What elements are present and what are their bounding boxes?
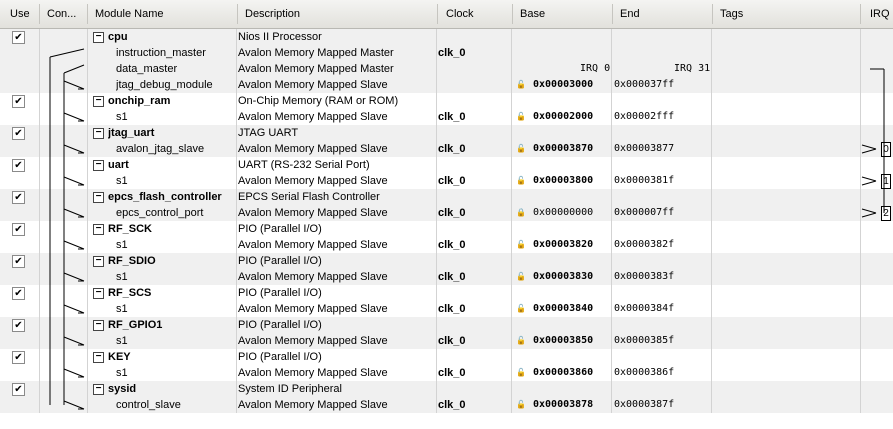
end-address: 0x00002fff [614, 111, 675, 122]
padlock-icon[interactable]: 🔓 [516, 304, 526, 313]
base-address[interactable]: 0x00003870 [533, 143, 594, 154]
port-name: avalon_jtag_slave [116, 143, 205, 155]
use-checkbox[interactable]: ✔ [12, 31, 25, 44]
header-clock[interactable]: Clock [446, 8, 474, 20]
collapse-minus-icon[interactable]: − [93, 384, 104, 395]
slave-connection [64, 337, 84, 345]
use-checkbox[interactable]: ✔ [12, 383, 25, 396]
base-address[interactable]: 0x00003878 [533, 399, 594, 410]
irq-number[interactable]: 2 [881, 206, 891, 221]
port-name: control_slave [116, 399, 181, 411]
collapse-minus-icon[interactable]: − [93, 192, 104, 203]
end-address: 0x0000383f [614, 271, 675, 282]
collapse-minus-icon[interactable]: − [93, 32, 104, 43]
use-checkbox[interactable]: ✔ [12, 319, 25, 332]
port-name: s1 [116, 111, 128, 123]
irq-number[interactable]: 1 [881, 174, 891, 189]
irq-connection [862, 213, 876, 217]
base-address[interactable]: 0x00003820 [533, 239, 594, 250]
description-text: Avalon Memory Mapped Slave [238, 399, 388, 411]
use-checkbox[interactable]: ✔ [12, 255, 25, 268]
use-checkbox[interactable]: ✔ [12, 95, 25, 108]
padlock-icon[interactable]: 🔓 [516, 176, 526, 185]
header-description[interactable]: Description [245, 8, 301, 20]
use-checkbox[interactable]: ✔ [12, 223, 25, 236]
padlock-icon[interactable]: 🔓 [516, 80, 526, 89]
end-address: 0x0000385f [614, 335, 675, 346]
description-text: Avalon Memory Mapped Slave [238, 335, 388, 347]
port-name: instruction_master [116, 47, 206, 59]
collapse-minus-icon[interactable]: − [93, 96, 104, 107]
header-tags[interactable]: Tags [720, 8, 744, 20]
base-address[interactable]: 0x00003860 [533, 367, 594, 378]
description-text: Avalon Memory Mapped Slave [238, 271, 388, 283]
padlock-icon[interactable]: 🔓 [516, 112, 526, 121]
end-address: 0x000007ff [614, 207, 675, 218]
clock-value[interactable]: clk_0 [438, 175, 466, 187]
padlock-icon[interactable]: 🔒 [516, 208, 526, 217]
port-name: jtag_debug_module [116, 79, 213, 91]
collapse-minus-icon[interactable]: − [93, 320, 104, 331]
irq-connection [862, 177, 876, 181]
port-name: s1 [116, 335, 128, 347]
description-text: PIO (Parallel I/O) [238, 287, 322, 299]
end-address: 0x0000381f [614, 175, 675, 186]
port-name: s1 [116, 303, 128, 315]
clock-value[interactable]: clk_0 [438, 271, 466, 283]
end-address: 0x0000386f [614, 367, 675, 378]
collapse-minus-icon[interactable]: − [93, 160, 104, 171]
irq-connection [862, 181, 876, 185]
module-name: RF_SCS [108, 287, 152, 299]
slave-connection [64, 177, 84, 185]
header-base[interactable]: Base [520, 8, 546, 20]
base-address[interactable]: 0x00003850 [533, 335, 594, 346]
description-text: PIO (Parallel I/O) [238, 223, 322, 235]
port-name: s1 [116, 239, 128, 251]
module-name: RF_GPIO1 [108, 319, 163, 331]
slave-connection [64, 145, 84, 153]
end-address: 0x0000387f [614, 399, 675, 410]
padlock-icon[interactable]: 🔓 [516, 368, 526, 377]
base-address[interactable]: 0x00003800 [533, 175, 594, 186]
irq-end-label: IRQ 31 [674, 63, 711, 74]
slave-connection [64, 305, 84, 313]
port-name: s1 [116, 271, 128, 283]
module-name: sysid [108, 383, 137, 395]
base-address[interactable]: 0x00000000 [533, 207, 594, 218]
slave-connection [64, 241, 84, 249]
padlock-icon[interactable]: 🔓 [516, 272, 526, 281]
description-text: PIO (Parallel I/O) [238, 351, 322, 363]
port-name: data_master [116, 63, 178, 75]
header-irq[interactable]: IRQ [870, 8, 890, 20]
clock-value[interactable]: clk_0 [438, 399, 466, 411]
base-address[interactable]: 0x00003840 [533, 303, 594, 314]
slave-connection [64, 273, 84, 281]
clock-value[interactable]: clk_0 [438, 335, 466, 347]
use-checkbox[interactable]: ✔ [12, 287, 25, 300]
padlock-icon[interactable]: 🔓 [516, 144, 526, 153]
module-name: KEY [108, 351, 131, 363]
slave-connection [64, 81, 84, 89]
description-text: System ID Peripheral [238, 383, 342, 395]
clock-value[interactable]: clk_0 [438, 47, 466, 59]
slave-connection [64, 369, 84, 377]
description-text: Avalon Memory Mapped Slave [238, 79, 388, 91]
end-address: 0x00003877 [614, 143, 675, 154]
module-name: RF_SDIO [108, 255, 156, 267]
header-module-name[interactable]: Module Name [95, 8, 164, 20]
use-checkbox[interactable]: ✔ [12, 191, 25, 204]
description-text: PIO (Parallel I/O) [238, 255, 322, 267]
clock-value[interactable]: clk_0 [438, 111, 466, 123]
port-name: s1 [116, 367, 128, 379]
description-text: PIO (Parallel I/O) [238, 319, 322, 331]
clock-value[interactable]: clk_0 [438, 303, 466, 315]
slave-connection [64, 401, 84, 409]
clock-value[interactable]: clk_0 [438, 367, 466, 379]
use-checkbox[interactable]: ✔ [12, 159, 25, 172]
module-name: jtag_uart [108, 127, 155, 139]
irq-connection [862, 145, 876, 149]
padlock-icon[interactable]: 🔓 [516, 400, 526, 409]
padlock-icon[interactable]: 🔓 [516, 240, 526, 249]
end-address: 0x0000382f [614, 239, 675, 250]
description-text: Avalon Memory Mapped Slave [238, 303, 388, 315]
slave-connection [64, 209, 84, 217]
instruction-master-stub [50, 49, 84, 57]
description-text: Avalon Memory Mapped Slave [238, 175, 388, 187]
description-text: Avalon Memory Mapped Slave [238, 143, 388, 155]
description-text: Avalon Memory Mapped Slave [238, 111, 388, 123]
irq-start-label: IRQ 0 [580, 63, 611, 74]
collapse-minus-icon[interactable]: − [93, 352, 104, 363]
collapse-minus-icon[interactable]: − [93, 128, 104, 139]
collapse-minus-icon[interactable]: − [93, 224, 104, 235]
use-checkbox[interactable]: ✔ [12, 351, 25, 364]
base-address[interactable]: 0x00002000 [533, 111, 594, 122]
module-name: onchip_ram [108, 95, 171, 107]
module-name: RF_SCK [108, 223, 153, 235]
description-text: Avalon Memory Mapped Slave [238, 367, 388, 379]
module-name: epcs_flash_controller [108, 191, 222, 203]
base-address[interactable]: 0x00003000 [533, 79, 594, 90]
module-name: uart [108, 159, 129, 171]
port-name: epcs_control_port [116, 207, 204, 219]
irq-number[interactable]: 0 [881, 142, 891, 157]
end-address: 0x0000384f [614, 303, 675, 314]
description-text: Nios II Processor [238, 31, 322, 43]
base-address[interactable]: 0x00003830 [533, 271, 594, 282]
use-checkbox[interactable]: ✔ [12, 127, 25, 140]
clock-value[interactable]: clk_0 [438, 143, 466, 155]
description-text: Avalon Memory Mapped Master [238, 47, 394, 59]
module-name: cpu [108, 31, 128, 43]
slave-connection [64, 113, 84, 121]
data-master-stub [64, 65, 84, 73]
padlock-icon[interactable]: 🔓 [516, 336, 526, 345]
description-text: On-Chip Memory (RAM or ROM) [238, 95, 399, 107]
description-text: UART (RS-232 Serial Port) [238, 159, 370, 171]
description-text: EPCS Serial Flash Controller [238, 191, 380, 203]
header-use[interactable]: Use [10, 8, 30, 20]
clock-value[interactable]: clk_0 [438, 207, 466, 219]
description-text: JTAG UART [238, 127, 299, 139]
irq-connection [862, 209, 876, 213]
description-text: Avalon Memory Mapped Slave [238, 207, 388, 219]
end-address: 0x000037ff [614, 79, 675, 90]
collapse-minus-icon[interactable]: − [93, 256, 104, 267]
irq-connection [862, 149, 876, 153]
header-connections[interactable]: Con... [47, 8, 77, 20]
description-text: Avalon Memory Mapped Slave [238, 239, 388, 251]
collapse-minus-icon[interactable]: − [93, 288, 104, 299]
clock-value[interactable]: clk_0 [438, 239, 466, 251]
port-name: s1 [116, 175, 128, 187]
header-end[interactable]: End [620, 8, 640, 20]
description-text: Avalon Memory Mapped Master [238, 63, 394, 75]
